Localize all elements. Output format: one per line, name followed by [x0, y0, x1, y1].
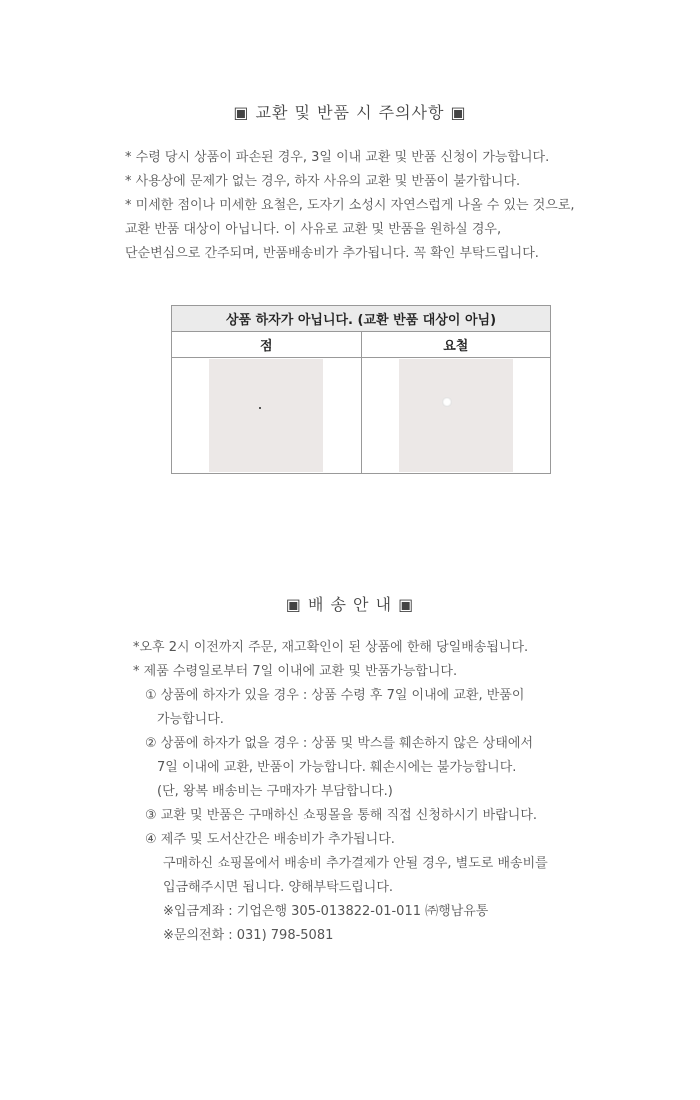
info-line: 가능합니다.	[157, 712, 224, 727]
contact-phone: ※문의전화 : 031) 798-5081	[163, 928, 334, 943]
info-line: ③ 교환 및 반품은 구매하신 쇼핑몰을 통해 직접 신청하시기 바랍니다.	[145, 808, 538, 823]
return-notice-title: ▣ 교환 및 반품 시 주의사항 ▣	[233, 103, 467, 122]
info-line: ② 상품에 하자가 없을 경우 : 상품 및 박스를 훼손하지 않은 상태에서	[145, 736, 533, 751]
info-line: 7일 이내에 교환, 반품이 가능합니다. 훼손시에는 불가능합니다.	[157, 760, 517, 775]
defect-example-table	[171, 305, 551, 474]
notice-line: * 수령 당시 상품이 파손된 경우, 3일 이내 교환 및 반품 신청이 가능합니다.	[125, 150, 550, 165]
return-notice-text	[125, 146, 575, 266]
shipping-info-title: ▣ 배 송 안 내 ▣	[285, 595, 415, 614]
notice-line: 교환 반품 대상이 아닙니다. 이 사유로 교환 및 반품을 원하실 경우,	[125, 222, 502, 237]
info-line: (단, 왕복 배송비는 구매자가 부담합니다.)	[157, 784, 393, 799]
info-line: ④ 제주 및 도서산간은 배송비가 추가됩니다.	[145, 832, 395, 847]
bank-account: ※입금계좌 : 기업은행 305-013822-01-011 ㈜행남유통	[163, 904, 489, 919]
shipping-info-text	[133, 636, 548, 948]
col-dot-label: 점	[172, 332, 362, 358]
notice-line: 단순변심으로 간주되며, 반품배송비가 추가됩니다. 꼭 확인 부탁드립니다.	[125, 246, 539, 261]
info-line: 입금해주시면 됩니다. 양해부탁드립니다.	[163, 880, 394, 895]
info-line: 구매하신 쇼핑몰에서 배송비 추가결제가 안될 경우, 별도로 배송비를	[163, 856, 548, 871]
notice-line: * 미세한 점이나 미세한 요철은, 도자기 소성시 자연스럽게 나올 수 있는 것으로,	[125, 198, 575, 213]
table-header: 상품 하자가 아닙니다. (교환 반품 대상이 아님)	[172, 306, 551, 332]
info-line: ① 상품에 하자가 있을 경우 : 상품 수령 후 7일 이내에 교환, 반품이	[145, 688, 525, 703]
info-line: * 제품 수령일로부터 7일 이내에 교환 및 반품가능합니다.	[133, 664, 458, 679]
col-bump-label: 요철	[361, 332, 551, 358]
bump-example-image	[399, 359, 513, 472]
dot-example-image	[209, 359, 323, 472]
notice-line: * 사용상에 문제가 없는 경우, 하자 사유의 교환 및 반품이 불가합니다.	[125, 174, 521, 189]
info-line: *오후 2시 이전까지 주문, 재고확인이 된 상품에 한해 당일배송됩니다.	[133, 640, 529, 655]
